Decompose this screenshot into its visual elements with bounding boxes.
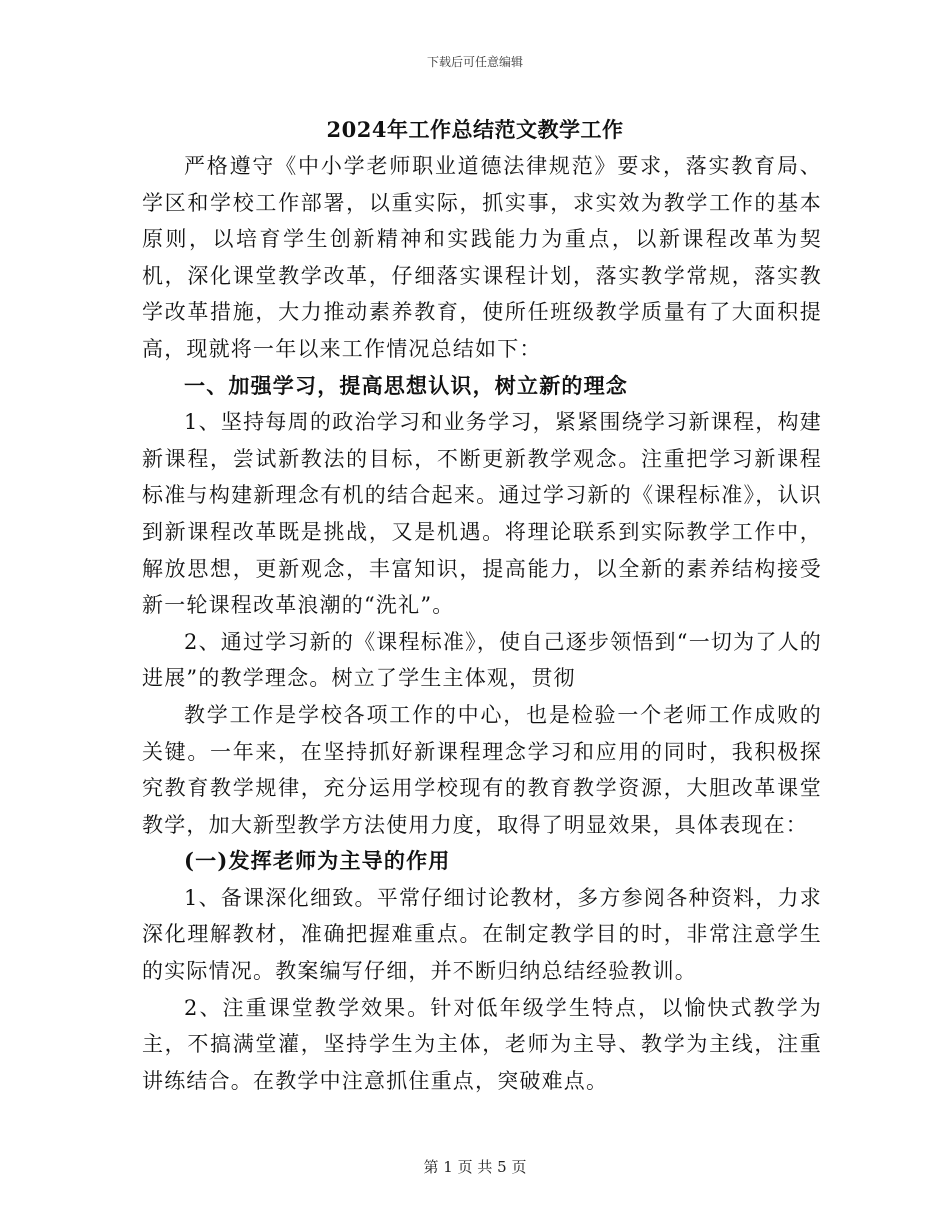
paragraph-lesson-prep: 1、备课深化细致。平常仔细讨论教材，多方参阅各种资料，力求深化理解教材，准确把握难重点。在制定教学目的时，非常注意学生的实际情况。教案编写仔细，并不断归纳总结经验教训。 xyxy=(142,885,822,984)
paragraph-classroom-effect: 2、注重课堂教学效果。针对低年级学生特点，以愉快式教学为主，不搞满堂灌，坚持学生为主体，老师为主导、教学为主线，注重讲练结合。在教学中注意抓住重点，突破难点。 xyxy=(142,995,822,1093)
intro-paragraph: 严格遵守《中小学老师职业道德法律规范》要求，落实教育局、学区和学校工作部署，以重实际，抓实事，求实效为教学工作的基本原则，以培育学生创新精神和实践能力为重点，以新课程改革为契机，深化课堂教学改革，仔细落实课程计划，落实教学常规，落实教学改革措施，大力推动素养教育，使所任班级教学质量有了大面积提高，现就将一年以来工作情况总结如下： xyxy=(142,154,822,361)
paragraph-teaching: 教学工作是学校各项工作的中心，也是检验一个老师工作成败的关键。一年来，在坚持抓好新课程理念学习和应用的同时，我积极探究教育教学规律，充分运用学校现有的教育教学资源，大胆改革课堂教学，加大新型教学方法使用力度，取得了明显效果，具体表现在： xyxy=(142,702,822,837)
page-footer: 第 1 页 共 5 页 xyxy=(423,1158,527,1176)
paragraph-study-2: 2、通过学习新的《课程标准》，使自己逐步领悟到“一切为了人的进展”的教学理念。树立了学生主体观，贯彻 xyxy=(142,629,822,691)
document-title: 2024年工作总结范文教学工作 xyxy=(326,117,624,142)
paragraph-study-1: 1、坚持每周的政治学习和业务学习，紧紧围绕学习新课程，构建新课程，尝试新教法的目标，不断更新教学观念。注重把学习新课程标准与构建新理念有机的结合起来。通过学习新的《课程标准》，认识到新课程改革既是挑战，又是机遇。将理论联系到实际教学工作中，解放思想，更新观念，丰富知识，提高能力，以全新的素养结构接受新一轮课程改革浪潮的“洗礼”。 xyxy=(142,410,822,618)
subsection-heading-1: (一)发挥老师为主导的作用 xyxy=(184,848,451,874)
document-body xyxy=(142,148,822,1099)
header-note: 下载后可任意编辑 xyxy=(426,55,523,69)
section-heading-1: 一、加强学习，提高思想认识，树立新的理念 xyxy=(184,372,628,398)
